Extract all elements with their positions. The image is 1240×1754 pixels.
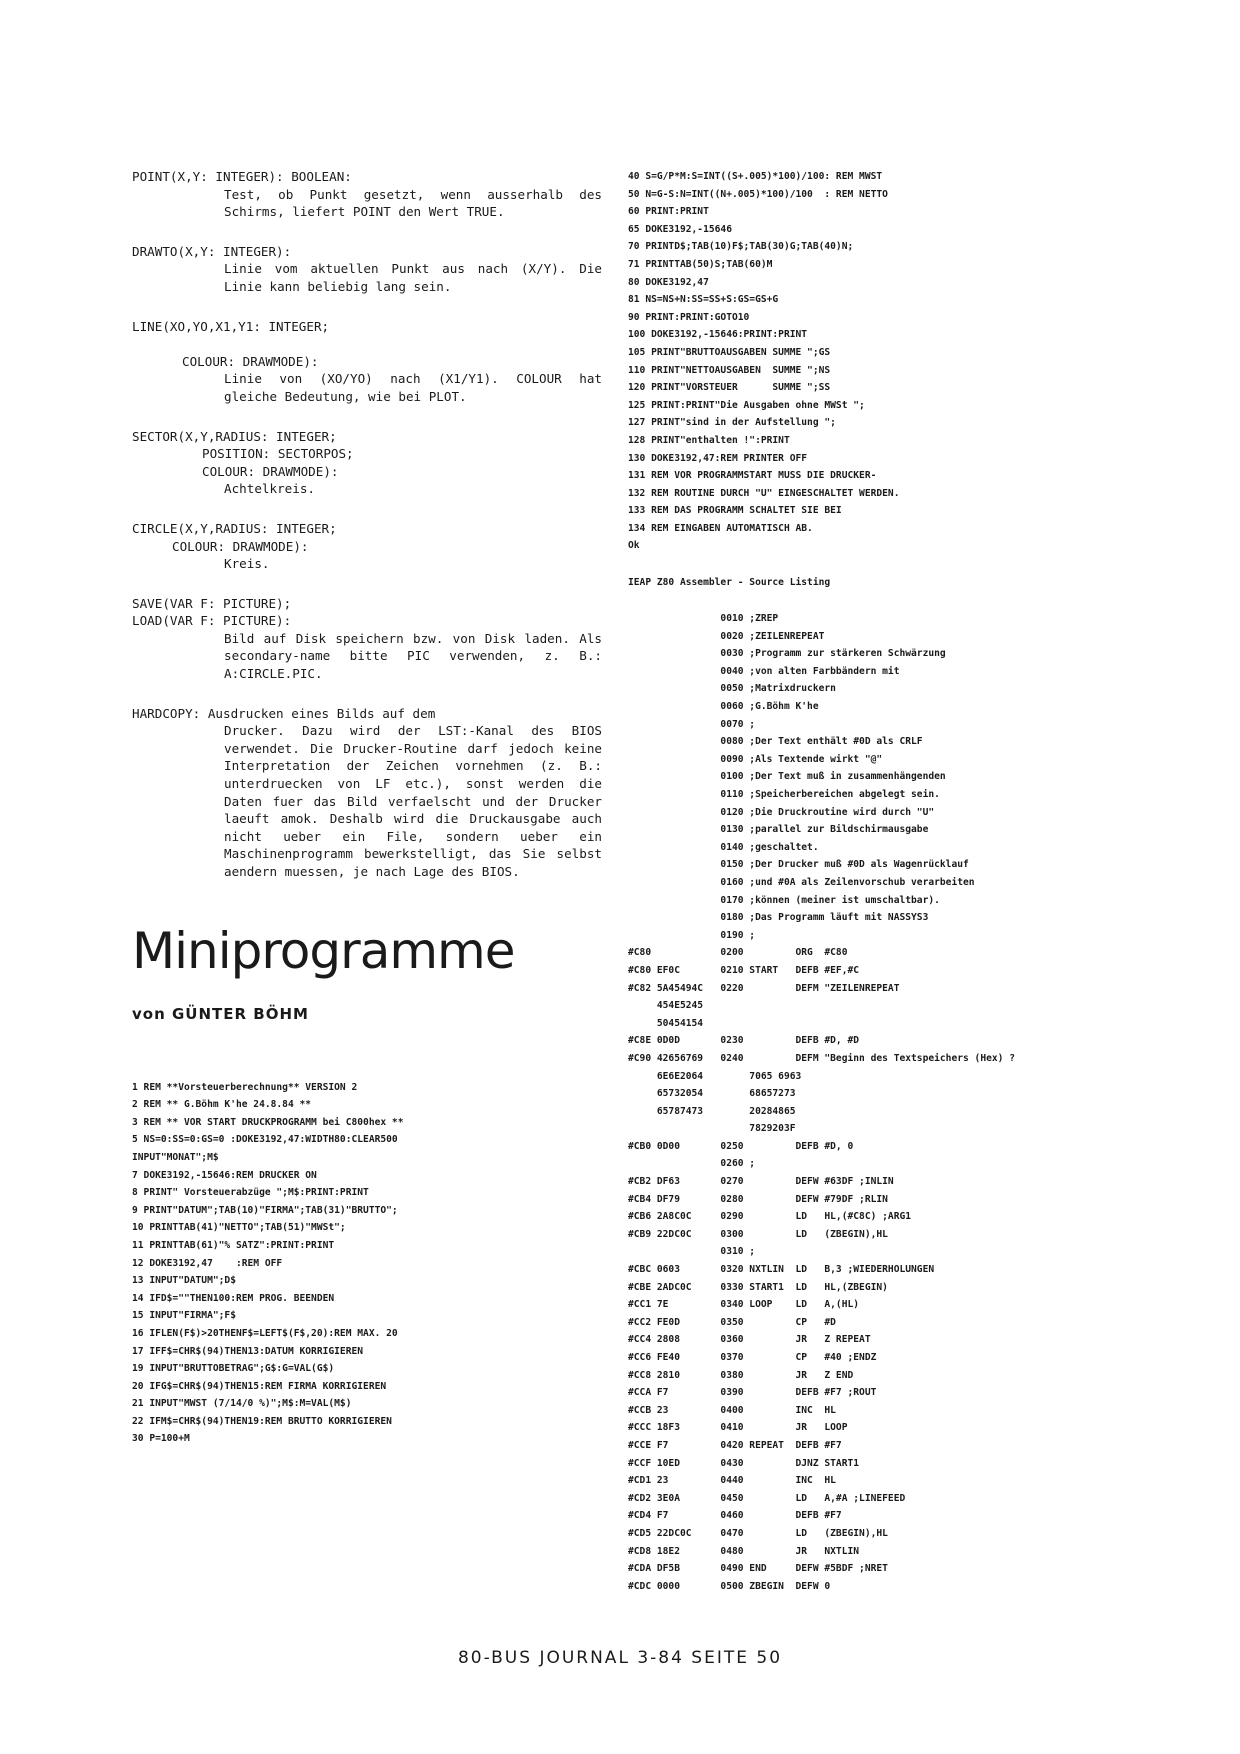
code-line: 90 PRINT:PRINT:GOTO10 (628, 311, 750, 323)
code-line: 7 DOKE3192,-15646:REM DRUCKER ON (132, 1169, 317, 1181)
code-line: 5 NS=0:SS=0:GS=0 :DOKE3192,47:WIDTH80:CLEAR500 (132, 1134, 398, 1146)
code-line: 3 REM ** VOR START DRUCKPROGRAMM bei C800hex ** (132, 1116, 404, 1128)
description: Test, ob Punkt gesetzt, wenn ausserhalb des Schirms, liefert POINT den Wert TRUE. (224, 186, 602, 220)
left-column (132, 168, 602, 1448)
code-line: #CB9 22DC0C 0300 LD (ZBEGIN),HL (628, 1228, 888, 1240)
article-title: Miniprogramme (132, 921, 515, 980)
code-line: 17 IFF$=CHR$(94)THEN13:DATUM KORRIGIEREN (132, 1345, 364, 1357)
signature-line: HARDCOPY: Ausdrucken eines Bilds auf dem (132, 705, 436, 721)
description: Drucker. Dazu wird der LST:-Kanal des BIOS verwendet. Die Drucker-Routine darf jedoch keine Interpretation der Zeichen vornehmen (z. B.: unterdruecken von LF etc.), sonst werden die Daten fuer das Bild verfaelscht und der Drucker laeuft amok. Deshalb wird die Druckausgabe auch nicht ueber ein File, sondern ueber ein Maschinenprogramm bewerkstelligt, das Sie selbst aendern muessen, je nach Lage des BIOS. (224, 723, 602, 879)
code-line: 128 PRINT"enthalten !":PRINT (628, 434, 790, 446)
code-line: #CB4 DF79 0280 DEFW #79DF ;RLIN (628, 1193, 888, 1205)
code-line: #CC6 FE40 0370 CP #40 ;ENDZ (628, 1352, 877, 1363)
code-line: 19 INPUT"BRUTTOBETRAG";G$:G=VAL(G$) (132, 1363, 335, 1375)
code-line: 50 N=G-S:N=INT((N+.005)*100)/100 : REM NETTO (628, 188, 888, 200)
code-line: 13 INPUT"DATUM";D$ (132, 1275, 236, 1287)
code-line: #CB2 DF63 0270 DEFW #63DF ;INLIN (628, 1176, 894, 1188)
code-line: #CC1 7E 0340 LOOP LD A,(HL) (628, 1299, 860, 1311)
code-line: #CCB 23 0400 INC HL (628, 1404, 836, 1416)
description: Bild auf Disk speichern bzw. von Disk laden. Als secondary-name bitte PIC verwenden, z. B.: A:CIRCLE.PIC. (224, 630, 602, 682)
code-line: #CB6 2A8C0C 0290 LD HL,(#C8C) ;ARG1 (628, 1211, 912, 1223)
description: Linie von (XO/YO) nach (X1/Y1). COLOUR hat gleiche Bedeutung, wie bei PLOT. (224, 371, 602, 404)
signature-line (132, 335, 602, 353)
entry-save-load (132, 595, 602, 683)
code-line: #CCE F7 0420 REPEAT DEFB #F7 (628, 1439, 842, 1451)
entry-line (132, 318, 602, 406)
code-line: 130 DOKE3192,47:REM PRINTER OFF (628, 452, 808, 464)
code-line: 134 REM EINGABEN AUTOMATISCH AB. (628, 522, 813, 534)
code-line: 10 PRINTTAB(41)"NETTO";TAB(51)"MWSt"; (132, 1222, 346, 1234)
code-line: #CD8 18E2 0480 JR NXTLIN (628, 1545, 860, 1557)
code-line: 65 DOKE3192,-15646 (628, 223, 732, 235)
code-line: 0100 ;Der Text muß in zusammenhängenden (628, 771, 946, 783)
code-line: 30 P=100+M (132, 1433, 190, 1445)
code-line: 105 PRINT"BRUTTOAUSGABEN SUMME ";GS (628, 346, 831, 358)
signature-line: LINE(XO,YO,X1,Y1: INTEGER; (132, 318, 330, 334)
entry-hardcopy (132, 705, 602, 881)
code-line: #CCF 10ED 0430 DJNZ START1 (628, 1457, 860, 1469)
code-line: 0180 ;Das Programm läuft mit NASSYS3 (628, 912, 929, 924)
code-line: 6E6E2064 7065 6963 (628, 1070, 802, 1082)
code-line: #CDC 0000 0500 ZBEGIN DEFW 0 (628, 1580, 831, 1592)
signature-line: SECTOR(X,Y,RADIUS: INTEGER; (132, 428, 337, 444)
code-line: #CCC 18F3 0410 JR LOOP (628, 1422, 848, 1434)
code-line: 2 REM ** G.Böhm K'he 24.8.84 ** (132, 1099, 312, 1111)
code-line: #CB0 0D00 0250 DEFB #D, 0 (628, 1140, 854, 1152)
code-line: 0110 ;Speicherbereichen abgelegt sein. (628, 789, 940, 800)
signature-line: POINT(X,Y: INTEGER): BOOLEAN: (132, 169, 352, 184)
code-line: 81 NS=NS+N:SS=SS+S:GS=GS+G (628, 294, 779, 306)
code-line: 15 INPUT"FIRMA";F$ (132, 1310, 236, 1322)
code-line: 0310 ; (628, 1246, 756, 1258)
code-line: 8 PRINT" Vorsteuerabzüge ";M$:PRINT:PRINT (132, 1187, 369, 1199)
code-line: 127 PRINT"sind in der Aufstellung "; (628, 417, 836, 429)
basic-listing (132, 1079, 602, 1448)
entry-point (132, 168, 602, 221)
code-line: #C80 0200 ORG #C80 (628, 947, 848, 959)
code-line: 9 PRINT"DATUM";TAB(10)"FIRMA";TAB(31)"BRUTTO"; (132, 1204, 398, 1216)
code-line: 0160 ;und #0A als Zeilenvorschub verarbeiten (628, 876, 975, 888)
code-line: 11 PRINTTAB(61)"% SATZ":PRINT:PRINT (132, 1239, 335, 1251)
code-line: 22 IFM$=CHR$(94)THEN19:REM BRUTTO KORRIGIEREN (132, 1415, 392, 1427)
code-line: 21 INPUT"MWST (7/14/0 %)";M$:M=VAL(M$) (132, 1398, 352, 1410)
entry-circle (132, 520, 602, 573)
signature-line: CIRCLE(X,Y,RADIUS: INTEGER; (132, 520, 337, 536)
code-line: 14 IFD$=""THEN100:REM PROG. BEENDEN (132, 1292, 335, 1304)
code-line: #CBC 0603 0320 NXTLIN LD B,3 ;WIEDERHOLUNGEN (628, 1264, 935, 1276)
signature-line: SAVE(VAR F: PICTURE); (132, 595, 292, 611)
code-line: #CD5 22DC0C 0470 LD (ZBEGIN),HL (628, 1527, 888, 1539)
code-line: 0260 ; (628, 1158, 756, 1170)
code-line: #CDA DF5B 0490 END DEFW #5BDF ;NRET (628, 1563, 888, 1575)
code-line: #C82 5A45494C 0220 DEFM "ZEILENREPEAT (628, 982, 900, 994)
code-line: 0120 ;Die Druckroutine wird durch "U" (628, 806, 935, 818)
code-line: 0140 ;geschaltet. (628, 841, 819, 853)
code-line: #CC2 FE0D 0350 CP #D (628, 1316, 836, 1328)
code-line: 0020 ;ZEILENREPEAT (628, 630, 825, 642)
code-line: 20 IFG$=CHR$(94)THEN15:REM FIRMA KORRIGIEREN (132, 1380, 387, 1392)
code-line: 0040 ;von alten Farbbändern mit (628, 665, 900, 677)
signature-line: COLOUR: DRAWMODE): (182, 353, 319, 369)
code-line: 0030 ;Programm zur stärkeren Schwärzung (628, 648, 946, 660)
description: Kreis. (224, 556, 270, 572)
code-line: #CD2 3E0A 0450 LD A,#A ;LINEFEED (628, 1492, 906, 1504)
code-line: 132 REM ROUTINE DURCH "U" EINGESCHALTET WERDEN. (628, 487, 900, 499)
signature-line: COLOUR: DRAWMODE): (172, 538, 309, 554)
code-line: 0090 ;Als Textende wirkt "@" (628, 753, 883, 765)
code-line: 1 REM **Vorsteuerberechnung** VERSION 2 (132, 1081, 358, 1093)
code-line: 60 PRINT:PRINT (628, 206, 709, 218)
code-line: 0130 ;parallel zur Bildschirmausgabe (628, 824, 929, 836)
code-line: 0070 ; (628, 718, 756, 730)
code-line: 0170 ;können (meiner ist umschaltbar). (628, 894, 940, 906)
code-line: 50454154 (628, 1017, 704, 1029)
code-line: #CD4 F7 0460 DEFB #F7 (628, 1510, 842, 1522)
code-line: 131 REM VOR PROGRAMMSTART MUSS DIE DRUCKER- (628, 470, 877, 482)
signature-line: LOAD(VAR F: PICTURE): (132, 613, 292, 629)
code-line: 65732054 68657273 (628, 1088, 796, 1100)
description: Achtelkreis. (224, 481, 315, 497)
code-line: 133 REM DAS PROGRAMM SCHALTET SIE BEI (628, 505, 842, 517)
code-line: 0190 ; (628, 929, 756, 941)
code-line: #CC4 2808 0360 JR Z REPEAT (628, 1334, 871, 1346)
code-line: #CD1 23 0440 INC HL (628, 1475, 836, 1487)
assembler-listing (628, 610, 1148, 1595)
code-line: 65787473 20284865 (628, 1105, 796, 1117)
code-line: 12 DOKE3192,47 :REM OFF (132, 1257, 283, 1269)
code-line: 110 PRINT"NETTOAUSGABEN SUMME ";NS (628, 364, 831, 376)
article-byline: von GÜNTER BÖHM (132, 1004, 309, 1023)
code-line: #C8E 0D0D 0230 DEFB #D, #D (628, 1035, 860, 1047)
function-entries (132, 168, 602, 881)
code-line: 40 S=G/P*M:S=INT((S+.005)*100)/100: REM MWST (628, 171, 883, 182)
code-line: INPUT"MONAT";M$ (132, 1151, 219, 1163)
code-line: #CBE 2ADC0C 0330 START1 LD HL,(ZBEGIN) (628, 1281, 888, 1293)
entry-drawto (132, 243, 602, 296)
code-line: #CCA F7 0390 DEFB #F7 ;ROUT (628, 1387, 877, 1399)
signature-line: DRAWTO(X,Y: INTEGER): (132, 243, 292, 259)
code-line: 0150 ;Der Drucker muß #0D als Wagenrücklauf (628, 859, 969, 871)
code-line: 0060 ;G.Böhm K'he (628, 701, 819, 713)
code-line: 100 DOKE3192,-15646:PRINT:PRINT (628, 329, 808, 341)
code-line: 0080 ;Der Text enthält #0D als CRLF (628, 736, 923, 748)
signature-line: COLOUR: DRAWMODE): (202, 463, 339, 479)
basic-listing-continued (628, 168, 1148, 555)
assembler-heading: IEAP Z80 Assembler - Source Listing (628, 577, 831, 589)
signature-line: POSITION: SECTORPOS; (202, 446, 354, 462)
code-line: 7829203F (628, 1123, 796, 1135)
code-line: #CC8 2810 0380 JR Z END (628, 1369, 854, 1381)
page-footer: 80-BUS JOURNAL 3-84 SEITE 50 (457, 1648, 783, 1668)
entry-sector (132, 428, 602, 498)
code-line: 70 PRINTD$;TAB(10)F$;TAB(30)G;TAB(40)N; (628, 241, 854, 253)
right-column (628, 168, 1148, 1595)
code-line: 16 IFLEN(F$)>20THENF$=LEFT$(F$,20):REM MAX. 20 (132, 1327, 398, 1339)
code-line: #C90 42656769 0240 DEFM "Beginn des Textspeichers (Hex) ? (628, 1052, 1015, 1064)
code-line: 0050 ;Matrixdruckern (628, 683, 836, 695)
code-line: #C80 EF0C 0210 START DEFB #EF,#C (628, 964, 860, 976)
code-line: 80 DOKE3192,47 (628, 276, 709, 288)
code-line: 125 PRINT:PRINT"Die Ausgaben ohne MWSt "; (628, 399, 865, 411)
code-line: Ok (628, 540, 640, 552)
code-line: 120 PRINT"VORSTEUER SUMME ";SS (628, 382, 831, 394)
code-line: 454E5245 (628, 1000, 704, 1012)
description: Linie vom aktuellen Punkt aus nach (X/Y). Die Linie kann beliebig lang sein. (224, 261, 602, 294)
code-line: 71 PRINTTAB(50)S;TAB(60)M (628, 258, 773, 270)
code-line: 0010 ;ZREP (628, 613, 779, 625)
